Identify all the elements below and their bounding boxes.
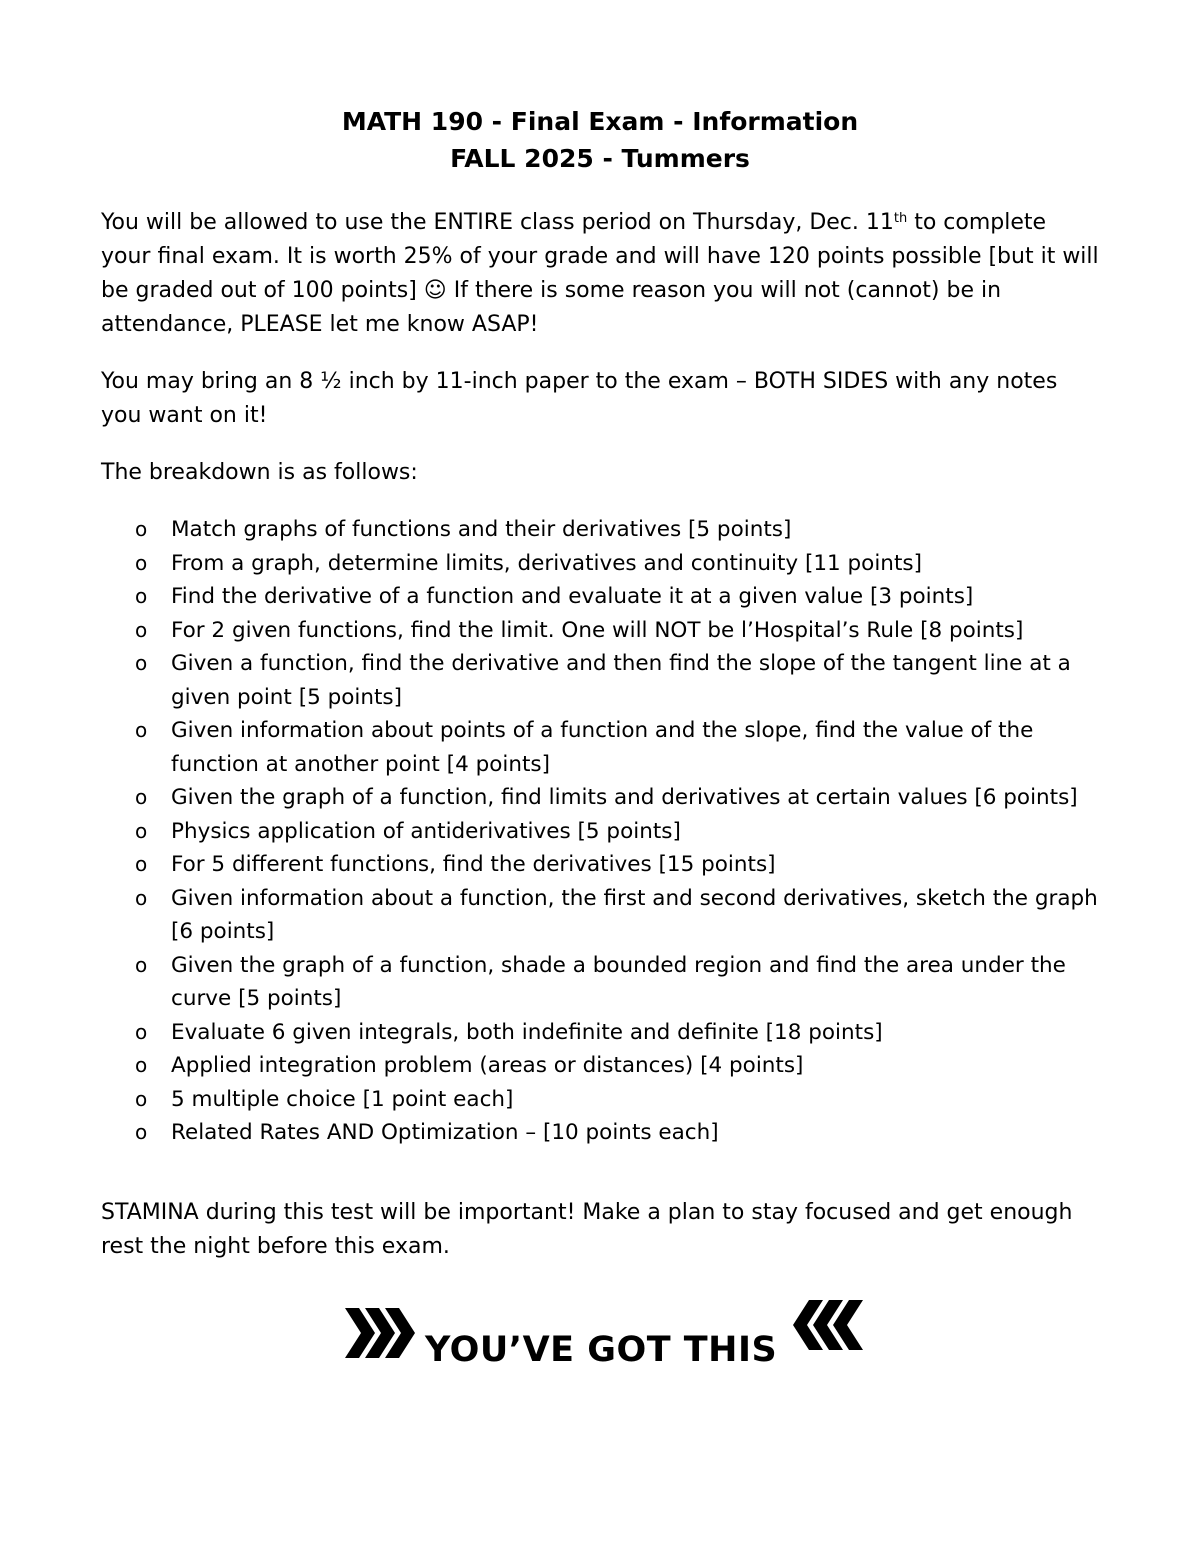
list-item xyxy=(0,580,1200,614)
topic-list xyxy=(0,513,1200,1150)
list-item-text: From a graph, determine limits, derivatives and continuity [11 points] xyxy=(171,550,922,576)
page-subtitle: FALL 2025 - Tummers xyxy=(450,144,750,173)
list-item xyxy=(0,781,1200,815)
list-item-text: Physics application of antiderivatives [5 points] xyxy=(171,818,681,844)
bullet-icon: o xyxy=(135,1019,148,1044)
bullet-icon: o xyxy=(135,885,148,910)
banner-text: YOU’VE GOT THIS xyxy=(425,1330,778,1370)
bullet-icon: o xyxy=(135,1053,148,1077)
list-item-text: Given information about points of a function and the slope, find the value of the function at another point [4 points] xyxy=(171,718,1034,777)
list-item xyxy=(0,848,1200,882)
bullet-icon: o xyxy=(135,651,148,675)
list-item xyxy=(0,547,1200,581)
breakdown-heading: The breakdown is as follows: xyxy=(101,460,418,485)
list-item xyxy=(0,815,1200,849)
list-item-text: Given the graph of a function, shade a bounded region and find the area under the curve [5 points] xyxy=(171,952,1066,1011)
chevrons-right-icon xyxy=(341,1304,421,1364)
list-item xyxy=(0,949,1200,1016)
motivation-banner xyxy=(341,1296,871,1386)
list-item-text: 5 multiple choice [1 point each] xyxy=(171,1086,514,1112)
list-item xyxy=(0,513,1200,547)
closing-paragraph: STAMINA during this test will be important! Make a plan to stay focused and get enough rest the night before this exam. xyxy=(101,1200,1073,1259)
list-item-text: For 2 given functions, find the limit. One will NOT be l’Hospital’s Rule [8 points] xyxy=(171,617,1024,643)
bullet-icon: o xyxy=(135,1086,148,1111)
notes-paragraph: You may bring an 8 ½ inch by 11-inch paper to the exam – BOTH SIDES with any notes you want on it! xyxy=(101,369,1058,428)
date-suffix: th xyxy=(893,211,908,226)
list-item xyxy=(0,1116,1200,1150)
chevrons-left-icon xyxy=(787,1296,867,1356)
bullet-icon: o xyxy=(135,952,148,977)
list-item-text: Given information about a function, the first and second derivatives, sketch the graph [6 points] xyxy=(171,885,1098,944)
bullet-icon: o xyxy=(135,818,148,843)
list-item-text: Related Rates AND Optimization – [10 points each] xyxy=(171,1120,719,1145)
intro-text-part2: to complete your final exam. It is worth 25% of your grade and will have 120 points possible [but it will be graded out of 100 points] ☺ If there is some reason you will not (cannot) be in attendance, PLEASE let me know ASAP! xyxy=(101,210,1099,337)
list-item-text: For 5 different functions, find the derivatives [15 points] xyxy=(171,852,776,877)
bullet-icon: o xyxy=(135,718,148,742)
intro-paragraph xyxy=(101,206,1101,342)
title-block xyxy=(0,103,1200,177)
bullet-icon: o xyxy=(135,852,148,876)
list-item xyxy=(0,1049,1200,1083)
list-item-text: Given the graph of a function, find limits and derivatives at certain values [6 points] xyxy=(171,785,1078,810)
bullet-icon: o xyxy=(135,517,148,541)
list-item xyxy=(0,647,1200,714)
intro-text-part1: You will be allowed to use the ENTIRE class period on Thursday, Dec. 11 xyxy=(101,210,894,235)
list-item-text: Match graphs of functions and their derivatives [5 points] xyxy=(171,517,792,542)
list-item-text: Given a function, find the derivative and then find the slope of the tangent line at a given point [5 points] xyxy=(171,651,1071,710)
list-item-text: Find the derivative of a function and evaluate it at a given value [3 points] xyxy=(171,584,974,609)
bullet-icon: o xyxy=(135,785,148,809)
list-item-text: Applied integration problem (areas or distances) [4 points] xyxy=(171,1053,804,1078)
bullet-icon: o xyxy=(135,550,148,575)
list-item xyxy=(0,714,1200,781)
list-item xyxy=(0,614,1200,648)
list-item xyxy=(0,1016,1200,1050)
list-item xyxy=(0,1083,1200,1117)
list-item-text: Evaluate 6 given integrals, both indefinite and definite [18 points] xyxy=(171,1019,883,1045)
bullet-icon: o xyxy=(135,584,148,608)
page-title: MATH 190 - Final Exam - Information xyxy=(341,107,859,136)
bullet-icon: o xyxy=(135,1120,148,1144)
list-item xyxy=(0,882,1200,949)
bullet-icon: o xyxy=(135,617,148,642)
